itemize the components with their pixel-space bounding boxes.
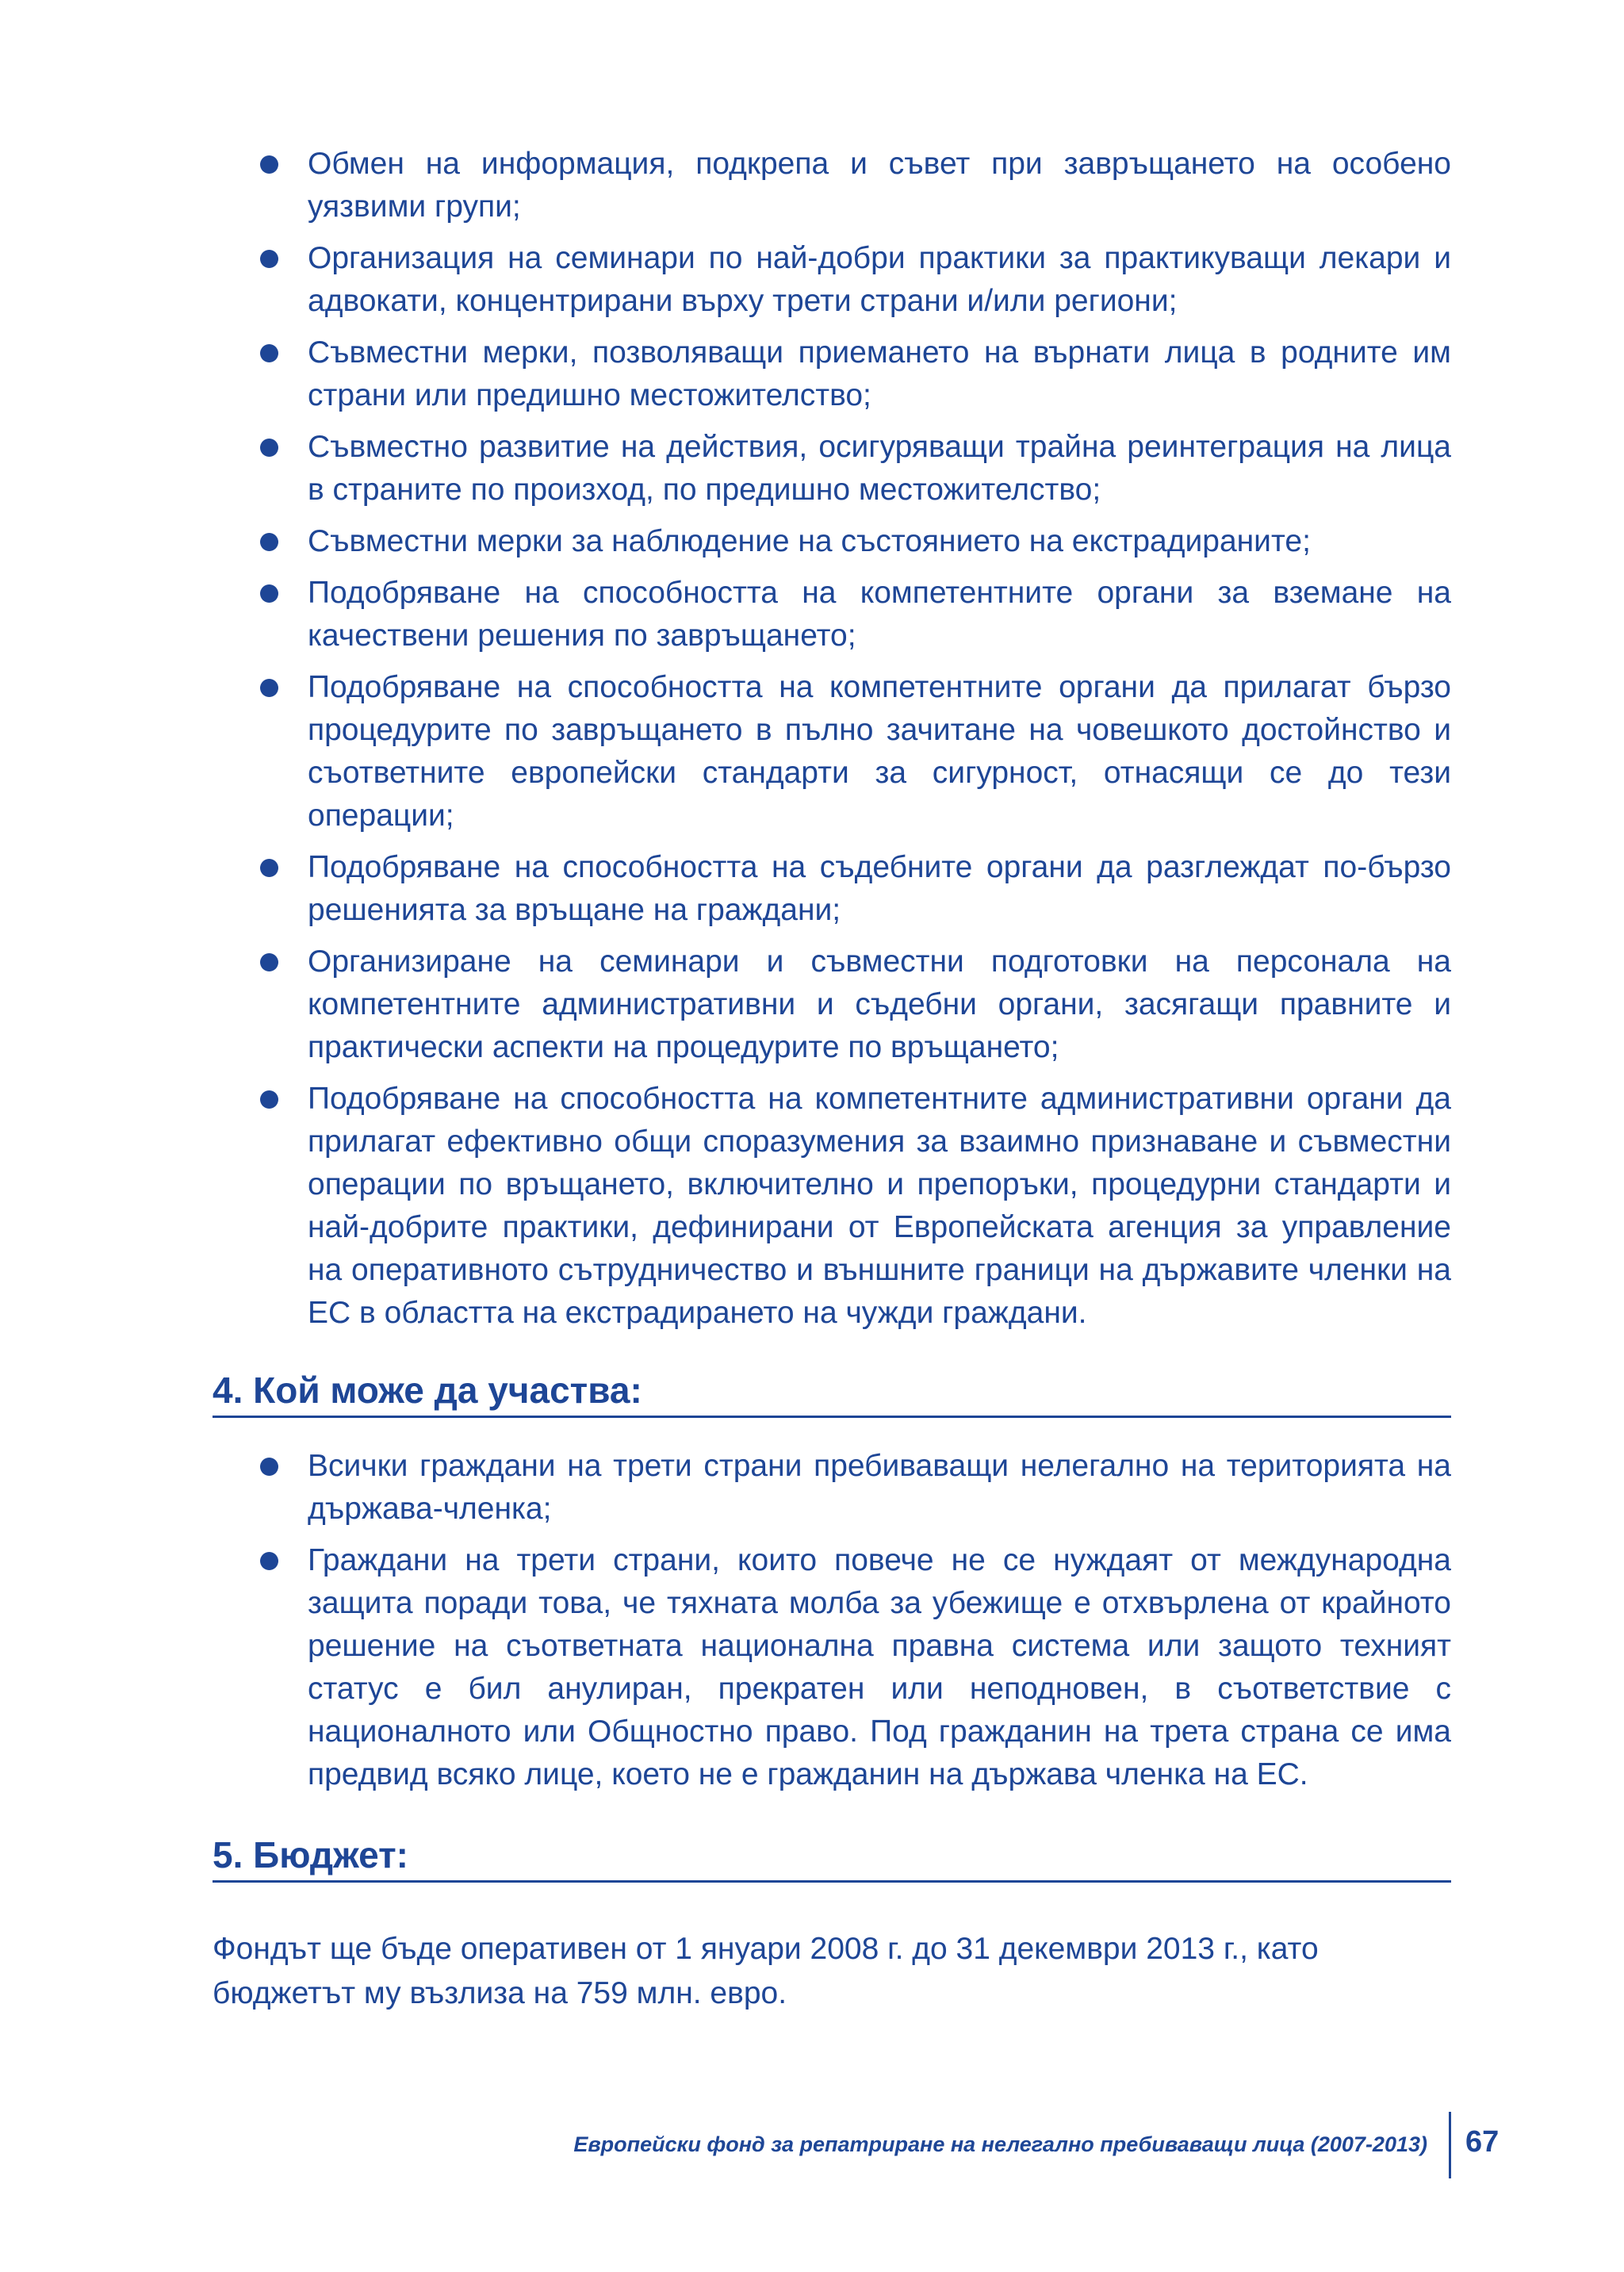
bullet-icon [260,584,278,603]
list-item-text: Организиране на семинари и съвместни подготовки на персонала на компетентните административни и съдебни органи, засягащи правните и практически аспекти на процедурите по връщането; [308,944,1451,1064]
section-heading-who-can-participate: 4. Кой може да участва: [213,1368,1451,1418]
bullet-icon [260,250,278,268]
list-item-text: Обмен на информация, подкрепа и съвет при завръщането на особено уязвими групи; [308,147,1451,224]
bullet-icon [260,859,278,877]
list-item [213,666,1451,837]
list-item [213,572,1451,657]
list-item-text: Граждани на трети страни, които повече не се нуждаят от международна защита поради това, че тяхната молба за убежище е отхвърлена от крайното решение на съответната национална правна система или защото техният статус е бил анулиран, прекратен или неподновен, в съответствие с националното или Общностно право. Под гражданин на трета страна се има предвид всяко лице, което не е гражданин на държава членка на ЕС. [308,1543,1451,1791]
page-content [213,143,1451,2016]
list-item [213,426,1451,511]
list-item-text: Съвместни мерки за наблюдение на състоянието на екстрадираните; [308,524,1311,558]
list-item-text: Съвместни мерки, позволяващи приемането на върнати лица в родните им страни или предишно местожителство; [308,335,1451,412]
list-item [213,1445,1451,1531]
list-item [213,331,1451,417]
list-item [213,941,1451,1069]
list-item-text: Подобряване на способността на компетентните органи да прилагат бързо процедурите по завръщането в пълно зачитане на човешкото достойнство и съответните европейски стандарти за сигурност, отнасящи се до тези операции; [308,670,1451,833]
bullet-icon [260,155,278,174]
page-number: 67 [1465,2125,1500,2159]
list-item-text: Подобряване на способността на компетентните административни органи да прилагат ефективно общи споразумения за взаимно признаване и съвместни операции по връщането, включително и препоръки, процедурни стандарти и най-добрите практики, дефинирани от Европейската агенция за управление на оперативното сътрудничество и външните граници на държавите членки на ЕС в областта на екстрадирането на чужди граждани. [308,1082,1451,1330]
list-item [213,520,1451,563]
list-item-text: Съвместно развитие на действия, осигуряващи трайна реинтеграция на лица в страните по произход, по предишно местожителство; [308,430,1451,507]
list-item [213,846,1451,932]
main-bullet-list [213,143,1451,1335]
list-item [213,237,1451,323]
list-item [213,1539,1451,1796]
list-item [213,1078,1451,1335]
list-item-text: Организация на семинари по най-добри практики за практикуващи лекари и адвокати, концентрирани върху трети страни и/или региони; [308,241,1451,318]
budget-paragraph: Фондът ще бъде оперативен от 1 януари 2008 г. до 31 декември 2013 г., като бюджетът му възлиза на 759 млн. евро. [213,1932,1319,2010]
bullet-icon [260,1552,278,1570]
list-item [213,143,1451,228]
footer-title: Европейски фонд за репатриране на нелегално пребиваващи лица (2007-2013) [573,2132,1427,2156]
bullet-icon [260,679,278,697]
list-item-text: Подобряване на способността на съдебните органи да разглеждат по-бързо решенията за връщане на граждани; [308,850,1451,927]
footer-divider [1449,2112,1451,2178]
page-footer [213,2112,1451,2178]
participants-bullet-list [213,1445,1451,1796]
bullet-icon [260,1458,278,1476]
list-item-text: Всички граждани на трети страни пребиваващи нелегално на територията на държава-членка; [308,1449,1451,1526]
bullet-icon [260,344,278,362]
bullet-icon [260,533,278,551]
bullet-icon [260,439,278,457]
list-item-text: Подобряване на способността на компетентните органи за вземане на качествени решения по завръщането; [308,576,1451,653]
bullet-icon [260,1090,278,1109]
bullet-icon [260,953,278,971]
section-heading-budget: 5. Бюджет: [213,1833,1451,1883]
